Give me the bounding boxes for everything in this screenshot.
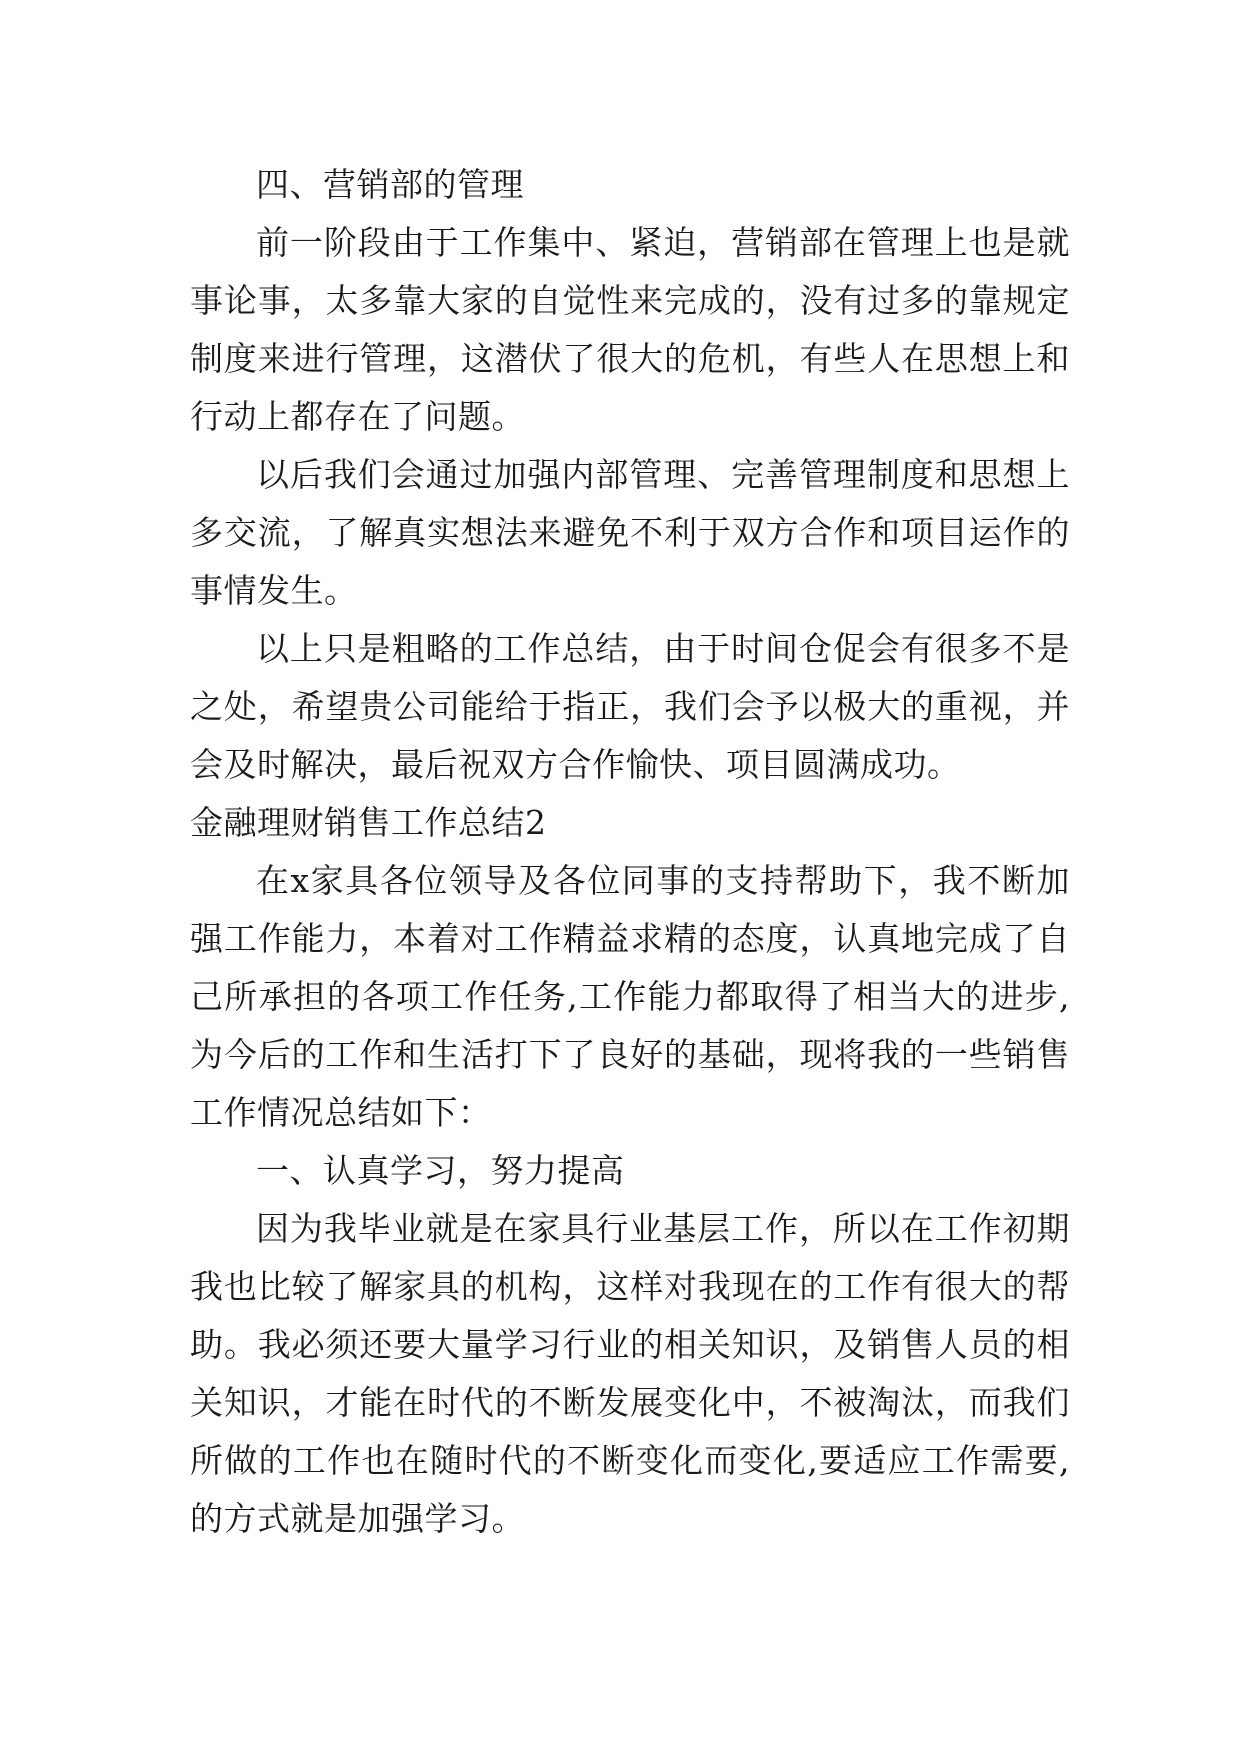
paragraph-line: 会及时解决，最后祝双方合作愉快、项目圆满成功。 bbox=[190, 745, 961, 784]
paragraph-line: 在x家具各位领导及各位同事的支持帮助下，我不断加 bbox=[256, 861, 1070, 900]
paragraph-line: 我也比较了解家具的机构，这样对我现在的工作有很大的帮 bbox=[190, 1267, 1070, 1306]
section-heading-study: 一、认真学习，努力提高 bbox=[256, 1151, 625, 1190]
paragraph-line: 关知识，才能在时代的不断发展变化中，不被淘汰，而我们 bbox=[190, 1383, 1070, 1422]
document-body bbox=[190, 156, 1070, 1548]
paragraph-line: 强工作能力，本着对工作精益求精的态度，认真地完成了自 bbox=[190, 919, 1070, 958]
paragraph-line: 前一阶段由于工作集中、紧迫，营销部在管理上也是就 bbox=[256, 223, 1070, 262]
paragraph-line: 的方式就是加强学习。 bbox=[190, 1499, 525, 1538]
paragraph-line: 制度来进行管理，这潜伏了很大的危机，有些人在思想上和 bbox=[190, 339, 1070, 378]
paragraph-line: 行动上都存在了问题。 bbox=[190, 397, 525, 436]
document-subtitle: 金融理财销售工作总结2 bbox=[190, 803, 547, 842]
paragraph-line: 以上只是粗略的工作总结，由于时间仓促会有很多不是 bbox=[256, 629, 1070, 668]
paragraph-line: 以后我们会通过加强内部管理、完善管理制度和思想上 bbox=[256, 455, 1070, 494]
paragraph-line: 助。我必须还要大量学习行业的相关知识，及销售人员的相 bbox=[190, 1325, 1070, 1364]
paragraph-line: 事情发生。 bbox=[190, 571, 358, 610]
paragraph-line: 多交流，了解真实想法来避免不利于双方合作和项目运作的 bbox=[190, 513, 1070, 552]
paragraph-line: 事论事，太多靠大家的自觉性来完成的，没有过多的靠规定 bbox=[190, 281, 1070, 320]
paragraph-line: 之处，希望贵公司能给于指正，我们会予以极大的重视，并 bbox=[190, 687, 1070, 726]
paragraph-line: 所做的工作也在随时代的不断变化而变化,要适应工作需要, bbox=[190, 1441, 1070, 1480]
paragraph-line: 己所承担的各项工作任务,工作能力都取得了相当大的进步, bbox=[190, 977, 1070, 1016]
paragraph-line: 工作情况总结如下： bbox=[190, 1093, 492, 1132]
paragraph-line: 为今后的工作和生活打下了良好的基础，现将我的一些销售 bbox=[190, 1035, 1070, 1074]
section-heading-marketing-management: 四、营销部的管理 bbox=[256, 165, 524, 204]
paragraph-line: 因为我毕业就是在家具行业基层工作，所以在工作初期 bbox=[256, 1209, 1070, 1248]
